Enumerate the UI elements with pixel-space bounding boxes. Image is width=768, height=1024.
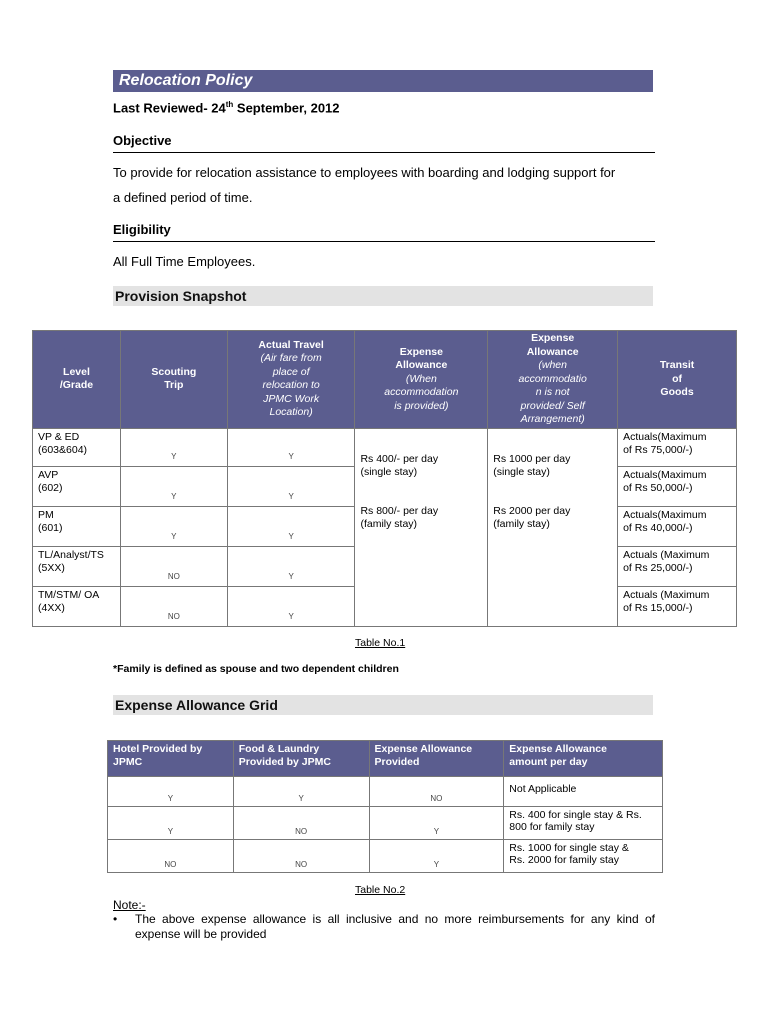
note-label: Note:- [113, 898, 146, 912]
last-reviewed-date: Last Reviewed- 24th September, 2012 [113, 100, 340, 116]
eligibility-text: All Full Time Employees. [113, 254, 256, 269]
check-mark: Y [227, 506, 355, 546]
table-row: AVP (602) Y Y Actuals(Maximum of Rs 50,000/-) [33, 466, 737, 506]
cross-mark: NO [233, 807, 369, 840]
cross-mark: NO [120, 546, 227, 586]
table-row: Y NO Y Rs. 400 for single stay & Rs. 800 for family stay [108, 807, 663, 840]
check-mark: Y [369, 807, 504, 840]
note-bullet-item [113, 912, 655, 942]
family-definition-note: *Family is defined as spouse and two dependent children [113, 663, 399, 675]
table-header-row [108, 741, 663, 777]
objective-text: To provide for relocation assistance to employees with boarding and lodging support for a defined period of time. [113, 165, 616, 205]
table-row: VP & ED (603&604) Y Y Rs 400/- per day (single stay) Rs 800/- per day (family stay) Rs 1000 per day (single stay) Rs 2000 per day (family stay) Actuals(Maximum of Rs 75,000/-) [33, 428, 737, 466]
check-mark: Y [120, 506, 227, 546]
eligibility-heading: Eligibility [113, 222, 655, 242]
header-hotel: Hotel Provided by JPMC [108, 741, 234, 777]
table-header-row [33, 331, 737, 429]
bullet-icon: • [113, 912, 118, 926]
header-actual-travel: Actual Travel (Air fare from place of relocation to JPMC Work Location) [227, 331, 355, 429]
expense-allowance-grid-heading: Expense Allowance Grid [113, 695, 653, 715]
check-mark: Y [108, 807, 234, 840]
table-row: TL/Analyst/TS (5XX) NO Y Actuals (Maximum of Rs 25,000/-) [33, 546, 737, 586]
cross-mark: NO [369, 777, 504, 807]
check-mark: Y [227, 466, 355, 506]
provision-snapshot-table [32, 330, 737, 627]
provision-snapshot-heading: Provision Snapshot [113, 286, 653, 306]
table-caption-1: Table No.1 [355, 637, 406, 649]
header-scouting: Scouting Trip [120, 331, 227, 429]
objective-heading: Objective [113, 133, 655, 153]
header-expense-not-provided: Expense Allowance (when accommodatio n is not provided/ Self Arrangement) [488, 331, 618, 429]
check-mark: Y [233, 777, 369, 807]
header-transit: Transit of Goods [618, 331, 737, 429]
expense-allowance-table [107, 740, 663, 873]
check-mark: Y [227, 586, 355, 626]
check-mark: Y [120, 428, 227, 466]
table-caption-2: Table No.2 [355, 884, 406, 896]
page-title: Relocation Policy [113, 70, 653, 92]
cross-mark: NO [233, 840, 369, 873]
table-row: PM (601) Y Y Actuals(Maximum of Rs 40,000/-) [33, 506, 737, 546]
expense-not-provided-values: Rs 1000 per day (single stay) Rs 2000 per day (family stay) [488, 428, 618, 626]
note-text: The above expense allowance is all inclusive and no more reimbursements for any kind of expense will be provided [135, 912, 655, 941]
header-expense-provided: Expense Allowance (When accommodation is provided) [355, 331, 488, 429]
check-mark: Y [120, 466, 227, 506]
expense-provided-values: Rs 400/- per day (single stay) Rs 800/- per day (family stay) [355, 428, 488, 626]
header-level: Level /Grade [33, 331, 121, 429]
check-mark: Y [369, 840, 504, 873]
header-allowance-provided: Expense Allowance Provided [369, 741, 504, 777]
cross-mark: NO [120, 586, 227, 626]
header-food-laundry: Food & Laundry Provided by JPMC [233, 741, 369, 777]
check-mark: Y [227, 546, 355, 586]
cross-mark: NO [108, 840, 234, 873]
table-row: NO NO Y Rs. 1000 for single stay & Rs. 2000 for family stay [108, 840, 663, 873]
header-allowance-amount: Expense Allowance amount per day [504, 741, 663, 777]
check-mark: Y [227, 428, 355, 466]
check-mark: Y [108, 777, 234, 807]
table-row: TM/STM/ OA (4XX) NO Y Actuals (Maximum of Rs 15,000/-) [33, 586, 737, 626]
table-row: Y Y NO Not Applicable [108, 777, 663, 807]
